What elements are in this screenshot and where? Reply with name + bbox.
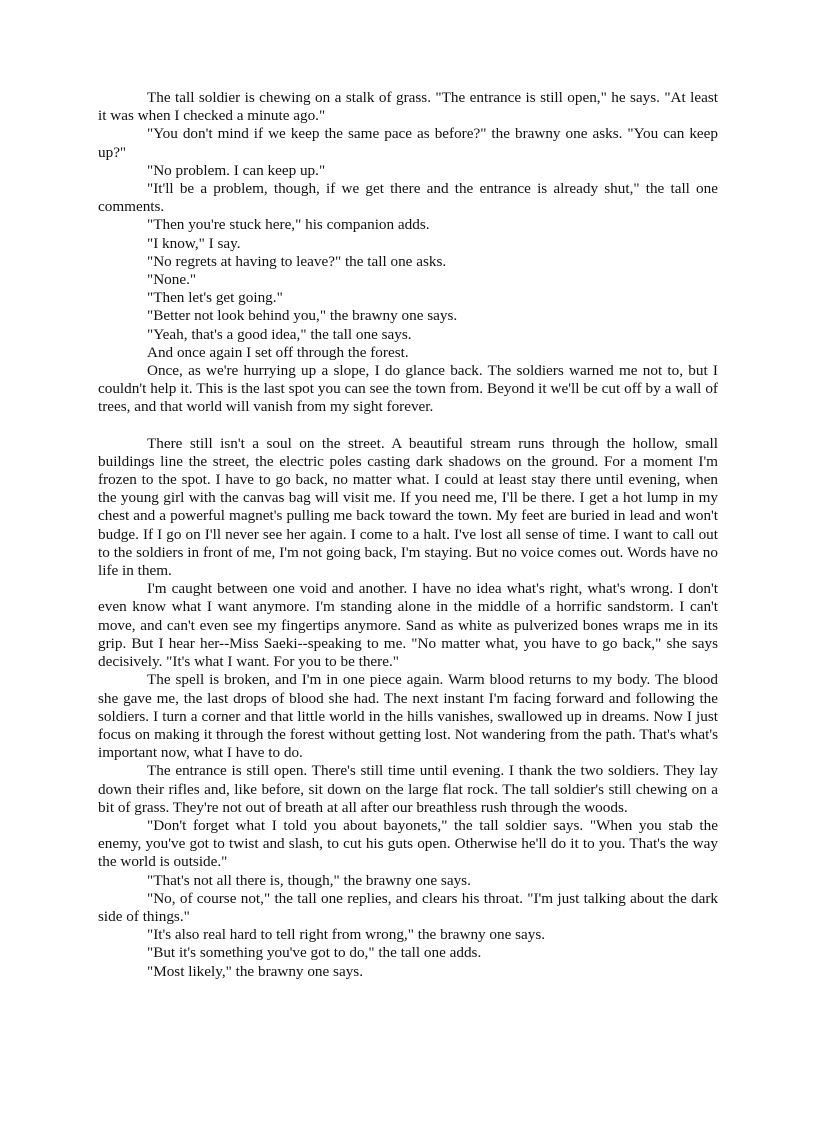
section-return xyxy=(98,435,718,981)
section-departure xyxy=(98,89,718,417)
paragraph: "You don't mind if we keep the same pace as before?" the brawny one asks. "You can keep up?" xyxy=(98,125,718,161)
paragraph: "It'll be a problem, though, if we get there and the entrance is already shut," the tall one comments. xyxy=(98,180,718,216)
paragraph: And once again I set off through the forest. xyxy=(147,343,409,361)
paragraph: The entrance is still open. There's still time until evening. I thank the two soldiers. They lay down their rifles and, like before, sit down on the large flat rock. The tall soldier's still chewing on a bit of grass. They're not out of breath at all after our breathless rush through the woods. xyxy=(98,762,718,816)
paragraph: "That's not all there is, though," the brawny one says. xyxy=(147,871,471,889)
paragraph: "No regrets at having to leave?" the tall one asks. xyxy=(147,252,447,270)
paragraph: Once, as we're hurrying up a slope, I do glance back. The soldiers warned me not to, but I couldn't help it. This is the last spot you can see the town from. Beyond it we'll be cut off by a wall of trees, and that world will vanish from my sight forever. xyxy=(98,362,718,416)
paragraph: "Yeah, that's a good idea," the tall one says. xyxy=(147,325,412,343)
paragraph: "Don't forget what I told you about bayonets," the tall soldier says. "When you stab the enemy, you've got to twist and slash, to cut his guts open. Otherwise he'll do it to you. That's the way the world is outside." xyxy=(98,816,718,871)
paragraph: "Most likely," the brawny one says. xyxy=(147,962,363,980)
paragraph: "No problem. I can keep up." xyxy=(147,161,326,179)
paragraph: "None." xyxy=(147,271,197,289)
paragraph: "No, of course not," the tall one replies, and clears his throat. "I'm just talking about the dark side of things." xyxy=(98,889,718,925)
paragraph: "I know," I say. xyxy=(147,234,241,252)
paragraph: I'm caught between one void and another. I have no idea what's right, what's wrong. I don't even know what I want anymore. I'm standing alone in the middle of a horrific sandstorm. I can't move, and can't even see my fingertips anymore. Sand as white as pulverized bones wraps me in its grip. But I hear her--Miss Saeki--speaking to me. "No matter what, you have to go back," she says decisively. "It's what I want. For you to be there." xyxy=(98,580,718,671)
paragraph: The tall soldier is chewing on a stalk of grass. "The entrance is still open," he says. "At least it was when I checked a minute ago." xyxy=(98,89,718,125)
paragraph: The spell is broken, and I'm in one piece again. Warm blood returns to my body. The blood she gave me, the last drops of blood she had. The next instant I'm facing forward and following the soldiers. I turn a corner and that little world in the hills vanishes, swallowed up in dreams. Now I just focus on making it through the forest without getting lost. Not wandering from the path. That's what's important now, what I have to do. xyxy=(98,671,718,762)
paragraph: There still isn't a soul on the street. A beautiful stream runs through the hollow, small buildings line the street, the electric poles casting dark shadows on the ground. For a moment I'm frozen to the spot. I have to go back, no matter what. I could at least stay there until evening, when the young girl with the canvas bag will visit me. If you need me, I'll be there. I get a hot lump in my chest and a powerful magnet's pulling me back toward the town. My feet are buried in lead and won't budge. If I go on I'll never see her again. I come to a halt. I've lost all sense of time. I want to call out to the soldiers in front of me, I'm not going back, I'm staying. But no voice comes out. Words have no life in them. xyxy=(98,434,718,580)
section-break xyxy=(98,417,718,435)
paragraph: "It's also real hard to tell right from wrong," the brawny one says. xyxy=(147,926,546,944)
paragraph: "Then you're stuck here," his companion adds. xyxy=(147,216,430,234)
document-page xyxy=(98,89,718,981)
paragraph: "Then let's get going." xyxy=(147,289,283,307)
paragraph: "But it's something you've got to do," the tall one adds. xyxy=(147,944,482,962)
paragraph: "Better not look behind you," the brawny one says. xyxy=(147,307,458,325)
